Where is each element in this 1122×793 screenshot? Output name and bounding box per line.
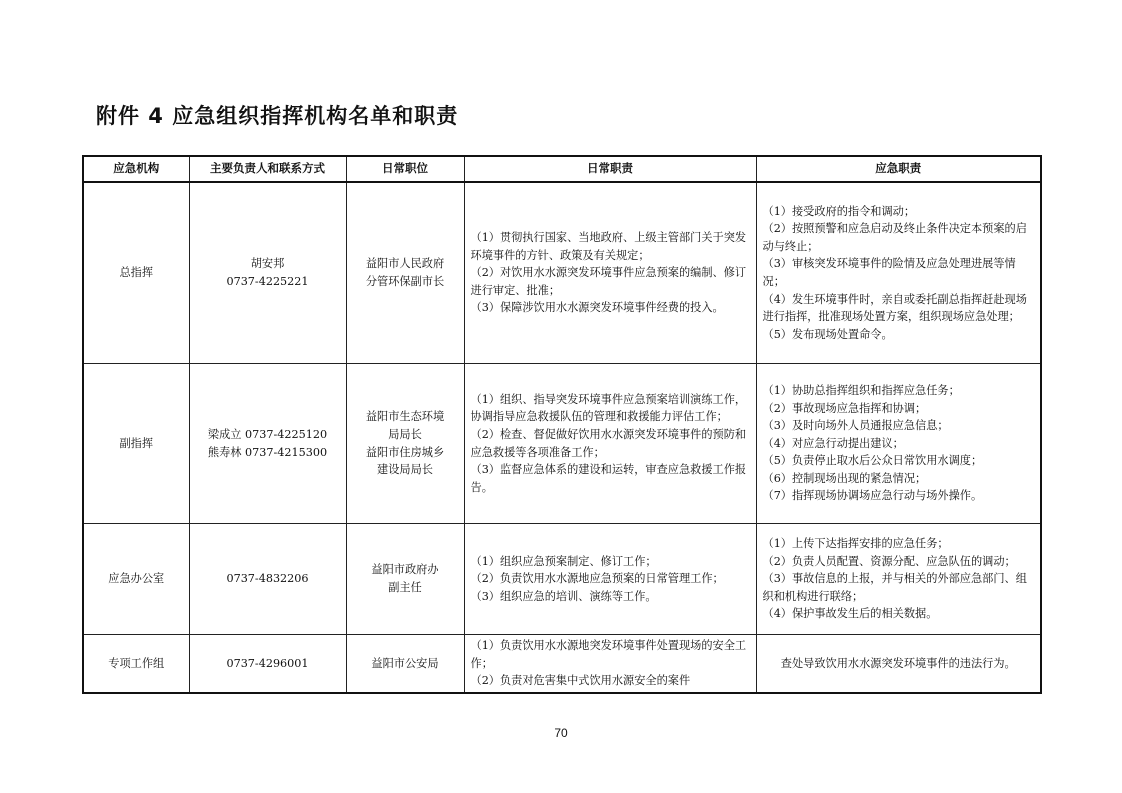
duty-item: （1）协助总指挥组织和指挥应急任务；	[762, 383, 960, 397]
position-cell	[346, 635, 464, 693]
duty-item: （2）检查、督促做好饮用水水源突发环境事件的预防和应急救援等各项准备工作；	[470, 427, 747, 459]
contact-line: 0737-4296001	[226, 656, 309, 670]
duty-item: （1）上传下达指挥安排的应急任务；	[762, 537, 949, 551]
duty-item: （3）组织应急的培训、演练等工作。	[470, 589, 657, 603]
contact-line: 0737-4832206	[226, 572, 309, 586]
duty-item: （5）负责停止取水后公众日常饮用水调度；	[762, 454, 983, 468]
contact-line: 梁成立 0737-4225120	[207, 427, 328, 441]
position-line: 益阳市公安局	[371, 656, 439, 670]
position-line: 建设局局长	[377, 463, 433, 477]
duty-item: （4）保护事故发生后的相关数据。	[762, 607, 938, 621]
table-row	[83, 364, 1041, 524]
contact-cell	[189, 524, 346, 635]
duty-item: （7）指挥现场协调场应急行动与场外操作。	[762, 489, 983, 503]
duty-item: （1）组织应急预案制定、修订工作；	[470, 554, 657, 568]
duty-item: （1）接受政府的指令和调动；	[762, 204, 916, 218]
duty-item: （3）保障涉饮用水水源突发环境事件经费的投入。	[470, 301, 724, 315]
duty-item: （3）审核突发环境事件的险情及应急处理进展等情况；	[762, 257, 1016, 288]
column-header-emergency-duties: 应急职责	[756, 156, 1041, 182]
position-line: 分管环保副市长	[365, 275, 445, 288]
table-row	[83, 524, 1041, 635]
org-cell: 副指挥	[83, 364, 189, 524]
duty-item: （5）发布现场处置命令。	[762, 327, 893, 341]
duty-item: （1）组织、指导突发环境事件应急预案培训演练工作，协调指导应急救援队伍的管理和救援能力评估工作；	[470, 392, 747, 424]
daily-duties-cell	[464, 364, 756, 524]
emergency-duties-cell	[756, 182, 1041, 364]
column-header-contact: 主要负责人和联系方式	[189, 156, 346, 182]
daily-duties-cell	[464, 182, 756, 364]
position-cell	[346, 364, 464, 524]
contact-cell	[189, 635, 346, 693]
table-header-row	[83, 156, 1041, 182]
position-line: 益阳市人民政府	[365, 257, 445, 271]
duty-item: （2）对饮用水水源突发环境事件应急预案的编制、修订进行审定、批准；	[470, 266, 747, 297]
position-line: 益阳市生态环境	[365, 410, 445, 424]
daily-duties-cell	[464, 635, 756, 693]
duty-item: （3）及时向场外人员通报应急信息；	[762, 419, 949, 433]
daily-duties-cell	[464, 524, 756, 635]
duty-item: （1）贯彻执行国家、当地政府、上级主管部门关于突发环境事件的方针、政策及有关规定；	[470, 231, 747, 262]
position-line: 益阳市政府办	[371, 563, 439, 577]
contact-line: 0737-4225221	[226, 275, 309, 288]
duty-item: （4）发生环境事件时，亲自或委托副总指挥赶赴现场进行指挥，批准现场处置方案，组织现场应急处理；	[762, 292, 1027, 324]
duty-item: （4）对应急行动提出建议；	[762, 436, 904, 450]
emergency-duties-cell	[756, 635, 1041, 693]
table-row	[83, 182, 1041, 364]
emergency-duties-cell	[756, 364, 1041, 524]
duty-item: （6）控制现场出现的紧急情况；	[762, 471, 927, 485]
column-header-daily-duties: 日常职责	[464, 156, 756, 182]
org-cell: 应急办公室	[83, 524, 189, 635]
duty-item: 查处导致饮用水水源突发环境事件的违法行为。	[780, 656, 1016, 670]
page-number: 70	[554, 726, 568, 740]
column-header-org: 应急机构	[83, 156, 189, 182]
duty-item: （2）按照预警和应急启动及终止条件决定本预案的启动与终止；	[762, 222, 1027, 253]
position-line: 益阳市住房城乡	[365, 445, 445, 459]
duty-item: （1）负责饮用水水源地突发环境事件处置现场的安全工作；	[470, 639, 747, 670]
position-line: 局局长	[388, 427, 422, 441]
position-line: 副主任	[388, 581, 422, 594]
duty-item: （3）监督应急体系的建设和运转，审查应急救援工作报告。	[470, 463, 747, 494]
duty-item: （2）负责对危害集中式饮用水源安全的案件	[470, 674, 691, 688]
duty-item: （2）负责饮用水水源地应急预案的日常管理工作；	[470, 572, 724, 586]
position-cell	[346, 182, 464, 364]
duty-table	[82, 155, 1042, 694]
column-header-position: 日常职位	[346, 156, 464, 182]
position-cell	[346, 524, 464, 635]
emergency-duties-cell	[756, 524, 1041, 635]
duty-item: （2）事故现场应急指挥和协调；	[762, 401, 927, 415]
org-cell: 总指挥	[83, 182, 189, 364]
contact-line: 熊寿林 0737-4215300	[207, 445, 328, 459]
duty-item: （2）负责人员配置、资源分配、应急队伍的调动；	[762, 554, 1016, 568]
org-cell: 专项工作组	[83, 635, 189, 693]
contact-cell	[189, 364, 346, 524]
contact-line: 胡安邦	[250, 257, 285, 271]
table-row	[83, 635, 1041, 693]
page-title: 附件 4 应急组织指挥机构名单和职责	[96, 104, 459, 128]
duty-item: （3）事故信息的上报，并与相关的外部应急部门、组织和机构进行联络；	[762, 572, 1027, 603]
contact-cell	[189, 182, 346, 364]
